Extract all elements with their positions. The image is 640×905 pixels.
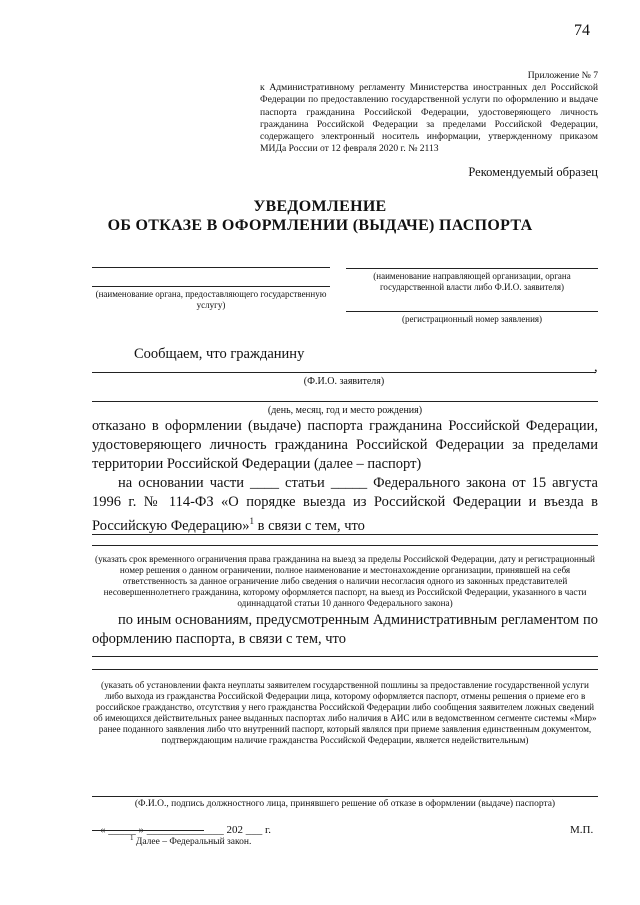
other-caption: (указать об установлении факта неуплаты заявителем государственной пошлины за предоставление государственной услуги либо выхода из гражданства Российской Федерации лица, которому оформляется паспорт, отмены решения о приеме его в российское гражданство, отсутствия у него гражданства Российской Федерации либо сообщения заявителем ложных сведений об имеющихся действительных ранее выданных паспортах либо наличия в АИС или в ведомственном сегменте системы «Мир» ранее поданного заявления либо что внутренний паспорт, который являлся при приеме заявления единственным документом, подтверждающим наличие гражданства Российской Федерации, является недействительным) (93, 680, 597, 745)
date-open-quote: « (100, 824, 106, 836)
date-year: 202 (226, 824, 243, 836)
date-close-quote: » (138, 824, 144, 836)
basis-line-1: на основании части ____ статьи _____ Федерального закона от 15 августа (118, 475, 598, 491)
footnote-separator (92, 830, 204, 831)
basis-tail: в связи с тем, что (254, 517, 365, 534)
reg-number-line[interactable] (346, 311, 598, 312)
restriction-caption: (указать срок временного ограничения права гражданина на выезд за пределы Российской Федерации, дату и регистрационный номер решения о данном ограничении, полное наименование и местонахождение организации, принявшей на себя ответственность за данное ограничение либо сведения о наличии несогласия одного из законных представителей несовершеннолетнего гражданина, которому оформляется паспорт, на выезд из Российской Федерации, указанного в части одиннадцатой статьи 10 данного Федерального закона) (95, 554, 595, 608)
basis-line-2: 1996 г. № 114-ФЗ «О порядке выезда из Российской Федерации и въезда в (92, 494, 598, 510)
document-subtitle: ОБ ОТКАЗЕ В ОФОРМЛЕНИИ (ВЫДАЧЕ) ПАСПОРТА (107, 217, 533, 234)
footnote-text: Далее – Федеральный закон. (135, 837, 252, 848)
birth-line[interactable] (92, 401, 598, 402)
footnote-mark: 1 (249, 516, 254, 526)
organ-line-2[interactable] (92, 286, 330, 287)
birth-caption: (день, месяц, год и место рождения) (267, 405, 423, 416)
other-line-1: по иным основаниям, предусмотренным Административным регламентом по (118, 612, 598, 628)
other-reason-line-1[interactable] (92, 656, 598, 657)
appendix-block (260, 70, 598, 155)
signature-caption: (Ф.И.О., подпись должностного лица, принявшего решение об отказе в оформлении (выдаче) паспорта) (134, 799, 556, 809)
date-day-blank[interactable]: _____ (108, 824, 136, 836)
other-line-2: оформлению паспорта, в связи с тем, что (92, 631, 346, 647)
fio-caption: (Ф.И.О. заявителя) (303, 376, 385, 387)
sample-label: Рекомендуемый образец (468, 165, 598, 179)
basis-line-3 (92, 512, 365, 536)
footnote-number: 1 (130, 834, 134, 842)
page-number: 74 (574, 22, 590, 39)
basis-law-name: Российскую Федерацию» (92, 517, 250, 534)
sender-caption: (наименование направляющей организации, органа государственной власти либо Ф.И.О. заявителя) (373, 271, 571, 292)
document-title: УВЕДОМЛЕНИЕ (253, 198, 387, 215)
other-reason-line-2[interactable] (92, 669, 598, 670)
footnote (130, 834, 251, 847)
date-month-blank[interactable]: ______________ (146, 824, 224, 836)
date-year-suffix: г. (265, 824, 272, 836)
organ-line-1[interactable] (92, 267, 330, 268)
fio-comma: , (594, 359, 598, 375)
sender-line[interactable] (346, 268, 598, 269)
appendix-text: к Административному регламенту Министерства иностранных дел Российской Федерации по предоставлению государственной услуги по оформлению и выдаче паспорта гражданина Российской Федерации, удостоверяющего личность гражданина Российской Федерации за пределами Российской Федерации, содержащего электронный носитель информации, утвержденному приказом МИДа России от 12 февраля 2020 г. № 2113 (260, 82, 598, 155)
reason-line-1[interactable] (92, 534, 598, 535)
date-year-blank[interactable]: ___ (245, 824, 263, 836)
refused-text: отказано в оформлении (выдаче) паспорта гражданина Российской Федерации, удостоверяющего личность гражданина Российской Федерации за пределами территории Российской Федерации (далее – паспорт) (92, 418, 598, 472)
organ-caption: (наименование органа, предоставляющего государственную услугу) (95, 289, 327, 310)
reg-number-caption: (регистрационный номер заявления) (401, 314, 543, 324)
signature-line[interactable] (92, 796, 598, 797)
fio-line[interactable] (92, 372, 596, 373)
reason-line-2[interactable] (92, 545, 598, 546)
appendix-title: Приложение № 7 (527, 70, 598, 81)
stamp-label: М.П. (570, 824, 594, 836)
inform-text: Сообщаем, что гражданину (134, 346, 305, 362)
